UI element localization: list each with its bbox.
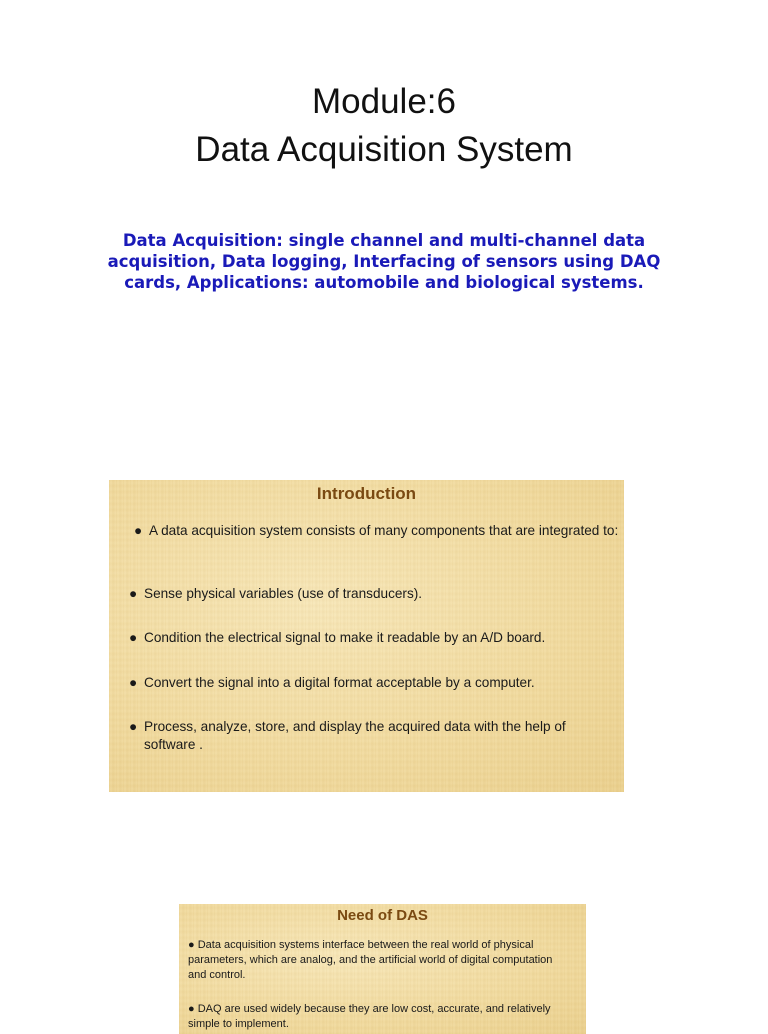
bullet-icon: ● <box>129 586 138 601</box>
need-bullet: ● Data acquisition systems interface between the real world of physical parameters, which are analog, and the artificial world of digital computation and control. <box>188 939 553 981</box>
bullet-icon: ● <box>129 675 138 690</box>
introduction-slide <box>109 480 624 792</box>
bullet-icon: ● <box>129 630 138 645</box>
bullet-icon: ● <box>129 719 138 734</box>
intro-bullet: ● Process, analyze, store, and display the acquired data with the help of software . <box>129 719 566 752</box>
bullet-icon: ● <box>188 1003 195 1015</box>
module-title: Module:6 <box>312 82 456 121</box>
bullet-icon: ● <box>188 939 195 951</box>
intro-bullet: ● Sense physical variables (use of transducers). <box>129 586 423 601</box>
intro-bullet: ● A data acquisition system consists of many components that are integrated to: <box>134 523 619 538</box>
syllabus-text: Data Acquisition: single channel and multi-channel data acquisition, Data logging, Interfacing of sensors using DAQ cards, Applications: automobile and biological systems. <box>107 231 661 292</box>
bullet-icon: ● <box>134 523 143 538</box>
need-of-das-heading: Need of DAS <box>337 907 428 924</box>
introduction-heading: Introduction <box>316 484 417 503</box>
intro-bullet: ● Convert the signal into a digital format acceptable by a computer. <box>129 675 535 690</box>
page-title: Data Acquisition System <box>195 130 573 169</box>
need-bullet: ● DAQ are used widely because they are low cost, accurate, and relatively simple to implement. <box>188 1003 551 1030</box>
intro-bullet: ● Condition the electrical signal to make it readable by an A/D board. <box>129 630 546 645</box>
need-of-das-slide <box>179 904 586 1034</box>
